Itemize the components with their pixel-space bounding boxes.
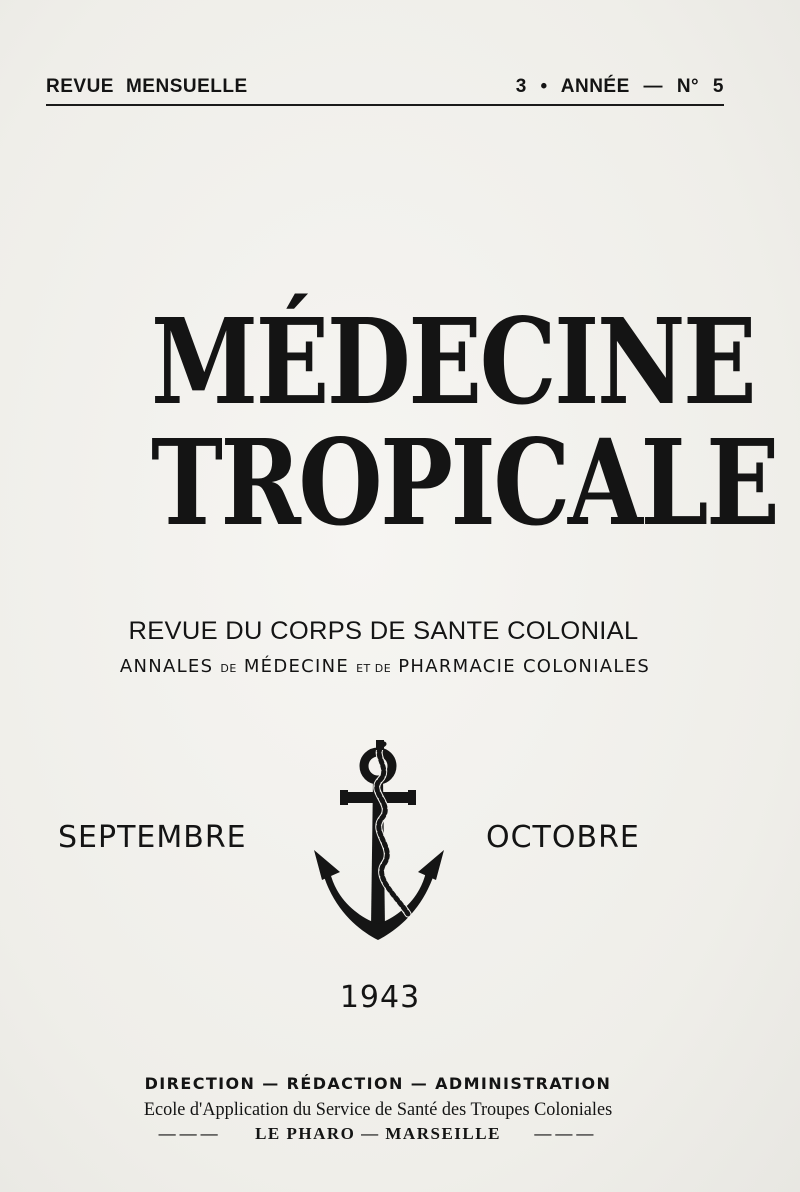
header-left <box>46 76 248 98</box>
publication-year: 1943 <box>339 980 421 1015</box>
subtitle-et-de: ET DE <box>356 662 392 675</box>
header-mensuelle: MENSUELLE <box>125 76 248 97</box>
issue-number: 3 • ANNÉE — N° 5 <box>515 76 724 97</box>
subtitle-annales: ANNALES <box>119 656 214 677</box>
month-october: OCTOBRE <box>486 820 640 855</box>
footer-dashes-right: ——— <box>534 1124 598 1143</box>
footer-separator: — <box>361 1124 380 1143</box>
subtitle-de: DE <box>220 662 237 675</box>
footer-address <box>104 1124 652 1144</box>
header-divider <box>46 104 724 106</box>
anchor-icon <box>310 738 450 943</box>
cover-header <box>46 76 724 102</box>
month-september: SEPTEMBRE <box>58 820 247 855</box>
subtitle-line-2 <box>100 656 670 677</box>
footer-place-marseille: MARSEILLE <box>385 1124 501 1143</box>
subtitle-pharmacie: PHARMACIE COLONIALES <box>398 656 651 677</box>
title-line-1: MÉDECINE <box>150 292 755 431</box>
header-revue: REVUE <box>46 76 114 97</box>
footer-school: Ecole d'Application du Service de Santé des Troupes Coloniales <box>143 1099 613 1120</box>
footer-departments: DIRECTION — RÉDACTION — ADMINISTRATION <box>144 1074 612 1093</box>
footer-place-pharo: LE PHARO <box>255 1124 356 1143</box>
title-line-2: TROPICALE <box>150 413 778 552</box>
subtitle-line-1: REVUE DU CORPS DE SANTE COLONIAL <box>128 617 639 645</box>
footer-dashes-left: ——— <box>158 1124 222 1143</box>
subtitle-medecine: MÉDECINE <box>243 656 350 677</box>
